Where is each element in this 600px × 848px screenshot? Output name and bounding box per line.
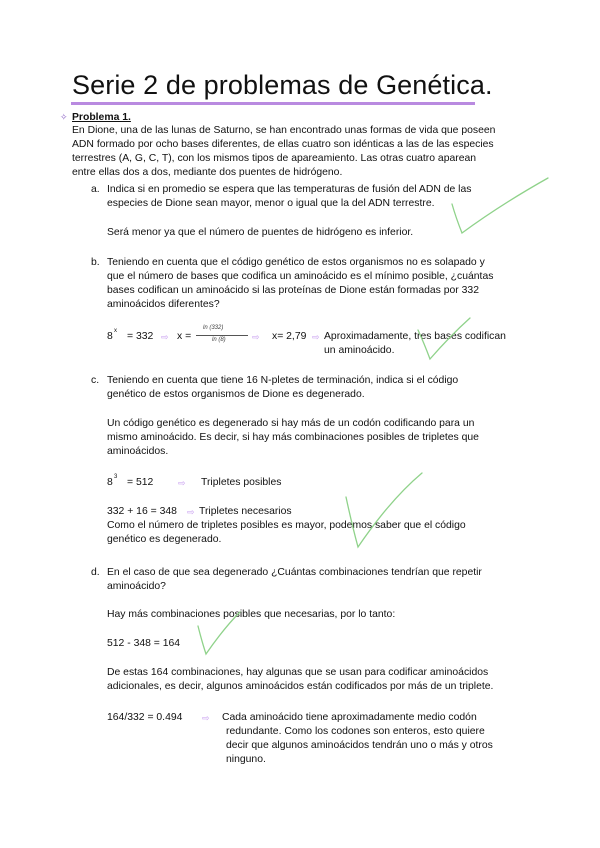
check-mark-icon — [198, 612, 240, 654]
arrow-icon: ⇨ — [202, 713, 210, 723]
equation-x: x = — [177, 331, 192, 342]
item-b-conclusion: un aminoácido. — [324, 345, 395, 356]
page-title: Serie 2 de problemas de Genética. — [72, 70, 493, 100]
item-a-answer: Será menor ya que el número de puentes de hidrógeno es inferior. — [107, 227, 414, 238]
calc-label: Tripletes necesarios — [199, 506, 292, 517]
intro-line: terrestres (A, G, C, T), con los mismos tipos de apareamiento. Las otras cuatro aparean — [72, 153, 477, 164]
item-d-calc: 512 - 348 = 164 — [107, 638, 181, 649]
item-b-question: Teniendo en cuenta que el código genético de estos organismos no es solapado y — [107, 257, 485, 268]
calc-line: 332 + 16 = 348 — [107, 506, 177, 517]
intro-line: ADN formado por ocho bases diferentes, de ellas cuatro son idénticas a las de las especies — [72, 139, 494, 150]
item-b-conclusion: Aproximadamente, tres bases codifican — [324, 331, 506, 342]
item-d-question: aminoácido? — [107, 581, 166, 592]
arrow-icon: ⇨ — [161, 332, 169, 342]
check-mark-icon — [346, 473, 422, 547]
problem-heading: Problema 1. — [72, 112, 131, 123]
item-b-marker: b. — [91, 257, 100, 268]
check-mark-icon — [452, 178, 548, 233]
item-d-explanation: ninguno. — [226, 754, 266, 765]
arrow-icon: ⇨ — [187, 507, 195, 517]
fraction-numerator: ln (332) — [203, 325, 224, 331]
calc-label: Tripletes posibles — [201, 477, 282, 488]
item-c-answer: mismo aminoácido. Es decir, si hay más combinaciones posibles de tripletes que — [107, 432, 479, 443]
item-c-conclusion: Como el número de tripletes posibles es mayor, podemos saber que el código — [107, 520, 466, 531]
item-c-answer: aminoácidos. — [107, 446, 169, 457]
intro-line: En Dione, una de las lunas de Saturno, se han encontrado unas formas de vida que poseen — [72, 125, 496, 136]
arrow-icon: ⇨ — [252, 332, 260, 342]
star-bullet-icon: ✧ — [60, 112, 68, 122]
equation-result: x= 2,79 — [272, 331, 307, 342]
fraction-denominator: ln (8) — [212, 337, 226, 343]
item-d-ratio: 164/332 = 0.494 — [107, 712, 183, 723]
item-a-question: Indica si en promedio se espera que las temperaturas de fusión del ADN de las — [107, 184, 472, 195]
item-b-question: aminoácidos diferentes? — [107, 299, 220, 310]
item-a-question: especies de Dione sean mayor, menor o igual que la del ADN terrestre. — [107, 198, 435, 209]
arrow-icon: ⇨ — [178, 478, 186, 488]
item-d-question: En el caso de que sea degenerado ¿Cuántas combinaciones tendrían que repetir — [107, 567, 482, 578]
check-mark-icon — [418, 318, 470, 359]
item-d-explanation: decir que algunos aminoácidos tendrán uno o más y otros — [226, 740, 493, 751]
equation-exponent: x — [114, 328, 117, 334]
item-d-explanation: redundante. Como los codones son enteros, esto quiere — [226, 726, 485, 737]
item-d-marker: d. — [91, 567, 100, 578]
item-c-question: genético de estos organismos de Dione es degenerado. — [107, 389, 365, 400]
item-d-paragraph: De estas 164 combinaciones, hay algunas que se usan para codificar aminoácidos — [107, 667, 489, 678]
item-d-explanation: Cada aminoácido tiene aproximadamente medio codón — [222, 712, 477, 723]
item-b-question: bases codifican un aminoácido si las proteínas de Dione están formadas por 332 — [107, 285, 479, 296]
equation-rhs: = 332 — [127, 331, 154, 342]
item-b-question: que el número de bases que codifica un aminoácido es el mínimo posible, ¿cuántas — [107, 271, 494, 282]
calc-rhs: = 512 — [127, 477, 154, 488]
item-c-marker: c. — [91, 375, 100, 386]
item-a-marker: a. — [91, 184, 100, 195]
equation-base: 8 — [107, 331, 113, 342]
item-c-question: Teniendo en cuenta que tiene 16 N-pletes de terminación, indica si el código — [107, 375, 459, 386]
item-d-text: Hay más combinaciones posibles que necesarias, por lo tanto: — [107, 609, 396, 620]
item-c-conclusion: genético es degenerado. — [107, 534, 222, 545]
item-c-answer: Un código genético es degenerado si hay más de un codón codificando para un — [107, 418, 475, 429]
arrow-icon: ⇨ — [312, 332, 320, 342]
calc-exponent: 3 — [114, 474, 118, 480]
item-d-paragraph: adicionales, es decir, algunos aminoácidos están codificados por más de un triplete. — [107, 681, 494, 692]
intro-line: entre ellas dos a dos, mediante dos puentes de hidrógeno. — [72, 167, 343, 178]
calc-base: 8 — [107, 477, 113, 488]
